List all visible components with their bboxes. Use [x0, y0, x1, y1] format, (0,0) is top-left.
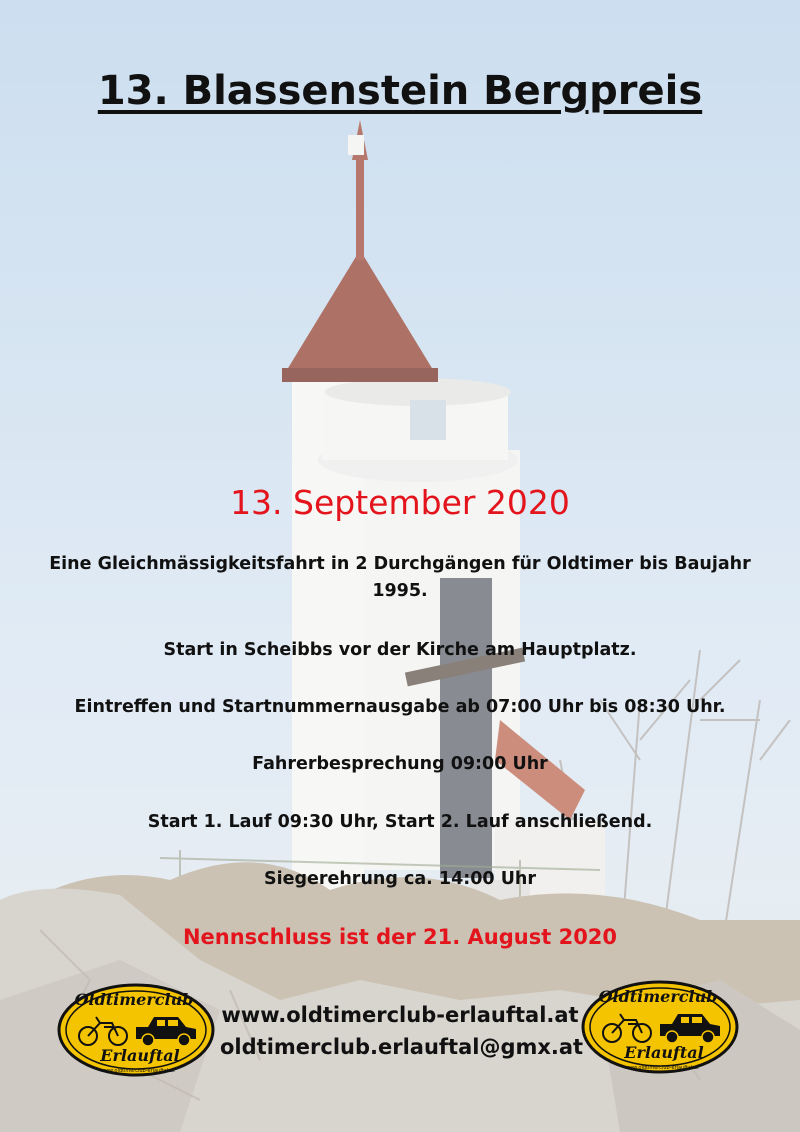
logo-bottom-text: Erlauftal: [624, 1043, 704, 1062]
start-times: Start 1. Lauf 09:30 Uhr, Start 2. Lauf anschließend.: [147, 812, 653, 832]
logo-small-text: www.oldtimerclub-erlauftal.at: [624, 1065, 700, 1071]
page-title: 13. Blassenstein Bergpreis: [97, 68, 703, 114]
award-ceremony: Siegerehrung ca. 14:00 Uhr: [263, 869, 536, 889]
event-date: 13. September 2020: [230, 483, 570, 522]
logo-small-text: www.oldtimerclub-erlauftal.at: [100, 1068, 176, 1074]
driver-briefing: Fahrerbesprechung 09:00 Uhr: [252, 754, 548, 774]
logo-top-text: Oldtimerclub: [74, 990, 194, 1009]
email-link[interactable]: oldtimerclub.erlauftal@gmx.at: [220, 1035, 584, 1059]
website-link[interactable]: www.oldtimerclub-erlauftal.at: [221, 1003, 579, 1027]
event-description: Eine Gleichmässigkeitsfahrt in 2 Durchgängen für Oldtimer bis Baujahr 1995.: [49, 554, 751, 601]
club-logo-right: [580, 980, 740, 1075]
club-logo-left: [56, 983, 216, 1078]
registration-deadline: Nennschluss ist der 21. August 2020: [182, 925, 618, 949]
logo-bottom-text: Erlauftal: [100, 1046, 180, 1065]
arrival-time: Eintreffen und Startnummernausgabe ab 07:00 Uhr bis 08:30 Uhr.: [74, 697, 726, 717]
logo-top-text: Oldtimerclub: [598, 987, 718, 1006]
start-location: Start in Scheibbs vor der Kirche am Hauptplatz.: [163, 640, 637, 660]
